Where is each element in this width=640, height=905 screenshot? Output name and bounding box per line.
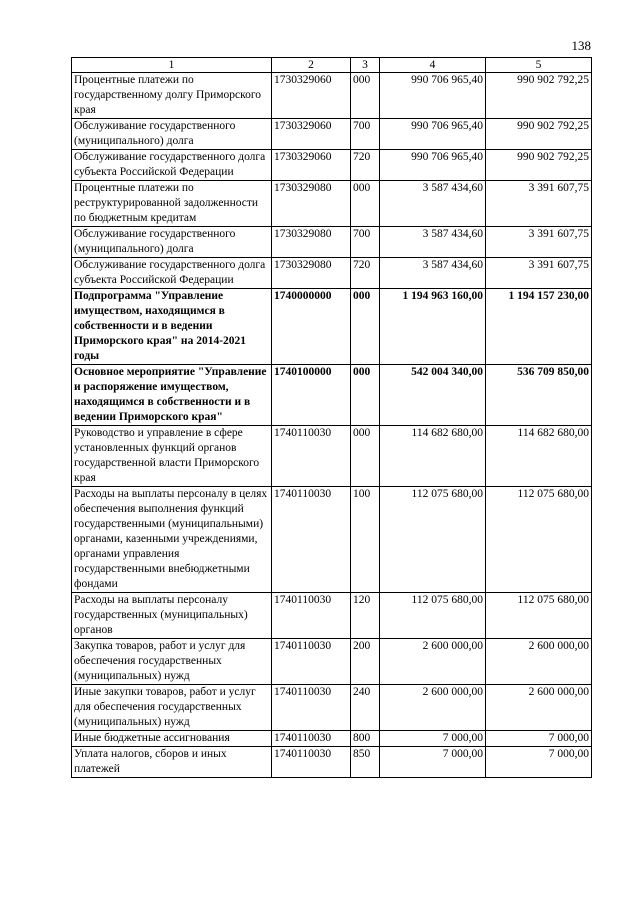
row-amount-col4: 2 600 000,00	[380, 639, 486, 685]
row-code: 1730329060	[272, 119, 351, 150]
table-row	[72, 487, 592, 593]
table-row	[72, 181, 592, 227]
row-amount-col5: 114 682 680,00	[486, 426, 592, 487]
row-amount-col4: 7 000,00	[380, 747, 486, 778]
row-type: 120	[351, 593, 380, 639]
row-amount-col5: 536 709 850,00	[486, 365, 592, 426]
row-type: 700	[351, 119, 380, 150]
row-type: 720	[351, 150, 380, 181]
row-amount-col5: 2 600 000,00	[486, 685, 592, 731]
row-type: 240	[351, 685, 380, 731]
row-code: 1740110030	[272, 639, 351, 685]
row-type: 100	[351, 487, 380, 593]
row-amount-col4: 3 587 434,60	[380, 181, 486, 227]
row-code: 1740000000	[272, 289, 351, 365]
row-name: Основное мероприятие "Управление и распоряжение имуществом, находящимся в собственности и в ведении Приморского края"	[72, 365, 272, 426]
row-amount-col5: 3 391 607,75	[486, 227, 592, 258]
row-type: 800	[351, 731, 380, 747]
row-name: Расходы на выплаты персоналу в целях обеспечения выполнения функций государственными (муниципальными) органами, казенными учреждениями, органами управления государственными внебюджетными фондами	[72, 487, 272, 593]
budget-table	[71, 57, 592, 778]
row-code: 1740110030	[272, 685, 351, 731]
row-name: Процентные платежи по государственному долгу Приморского края	[72, 73, 272, 119]
table-row	[72, 258, 592, 289]
row-type: 200	[351, 639, 380, 685]
row-amount-col4: 1 194 963 160,00	[380, 289, 486, 365]
page-number: 138	[571, 38, 591, 53]
table-row	[72, 731, 592, 747]
row-type: 850	[351, 747, 380, 778]
row-code: 1740100000	[272, 365, 351, 426]
row-code: 1730329080	[272, 258, 351, 289]
row-code: 1730329060	[272, 73, 351, 119]
header-cell: 1	[72, 58, 272, 73]
row-name: Руководство и управление в сфере установленных функций органов государственной власти Приморского края	[72, 426, 272, 487]
row-name: Расходы на выплаты персоналу государственных (муниципальных) органов	[72, 593, 272, 639]
header-cell: 3	[351, 58, 380, 73]
table-row	[72, 73, 592, 119]
row-code: 1740110030	[272, 487, 351, 593]
row-amount-col4: 3 587 434,60	[380, 227, 486, 258]
row-amount-col4: 2 600 000,00	[380, 685, 486, 731]
row-name: Иные бюджетные ассигнования	[72, 731, 272, 747]
row-type: 720	[351, 258, 380, 289]
table-row	[72, 426, 592, 487]
row-amount-col5: 990 902 792,25	[486, 73, 592, 119]
table-row	[72, 365, 592, 426]
row-type: 700	[351, 227, 380, 258]
header-cell: 2	[272, 58, 351, 73]
row-amount-col5: 990 902 792,25	[486, 150, 592, 181]
row-amount-col5: 3 391 607,75	[486, 181, 592, 227]
table-row	[72, 119, 592, 150]
table-row	[72, 747, 592, 778]
row-amount-col5: 2 600 000,00	[486, 639, 592, 685]
row-code: 1740110030	[272, 731, 351, 747]
row-code: 1730329060	[272, 150, 351, 181]
table-row	[72, 639, 592, 685]
row-amount-col4: 990 706 965,40	[380, 73, 486, 119]
row-amount-col4: 114 682 680,00	[380, 426, 486, 487]
row-amount-col5: 7 000,00	[486, 731, 592, 747]
row-type: 000	[351, 181, 380, 227]
row-name: Иные закупки товаров, работ и услуг для обеспечения государственных (муниципальных) нужд	[72, 685, 272, 731]
row-type: 000	[351, 365, 380, 426]
row-code: 1740110030	[272, 426, 351, 487]
row-amount-col4: 990 706 965,40	[380, 150, 486, 181]
row-amount-col4: 990 706 965,40	[380, 119, 486, 150]
row-name: Подпрограмма "Управление имуществом, находящимся в собственности и в ведении Приморского края" на 2014-2021 годы	[72, 289, 272, 365]
row-amount-col4: 3 587 434,60	[380, 258, 486, 289]
row-type: 000	[351, 73, 380, 119]
row-code: 1730329080	[272, 181, 351, 227]
row-type: 000	[351, 426, 380, 487]
row-amount-col4: 112 075 680,00	[380, 593, 486, 639]
row-code: 1740110030	[272, 747, 351, 778]
header-row	[72, 58, 592, 73]
row-amount-col5: 3 391 607,75	[486, 258, 592, 289]
row-amount-col4: 542 004 340,00	[380, 365, 486, 426]
row-type: 000	[351, 289, 380, 365]
row-name: Закупка товаров, работ и услуг для обеспечения государственных (муниципальных) нужд	[72, 639, 272, 685]
row-code: 1730329080	[272, 227, 351, 258]
row-code: 1740110030	[272, 593, 351, 639]
row-name: Обслуживание государственного долга субъекта Российской Федерации	[72, 150, 272, 181]
row-name: Обслуживание государственного долга субъекта Российской Федерации	[72, 258, 272, 289]
table-row	[72, 593, 592, 639]
header-cell: 4	[380, 58, 486, 73]
row-amount-col5: 7 000,00	[486, 747, 592, 778]
row-amount-col4: 112 075 680,00	[380, 487, 486, 593]
table-row	[72, 289, 592, 365]
row-amount-col4: 7 000,00	[380, 731, 486, 747]
table-row	[72, 685, 592, 731]
row-name: Обслуживание государственного (муниципального) долга	[72, 119, 272, 150]
row-amount-col5: 1 194 157 230,00	[486, 289, 592, 365]
table-row	[72, 227, 592, 258]
row-amount-col5: 990 902 792,25	[486, 119, 592, 150]
row-amount-col5: 112 075 680,00	[486, 487, 592, 593]
row-name: Процентные платежи по реструктурированной задолженности по бюджетным кредитам	[72, 181, 272, 227]
row-name: Обслуживание государственного (муниципального) долга	[72, 227, 272, 258]
row-amount-col5: 112 075 680,00	[486, 593, 592, 639]
row-name: Уплата налогов, сборов и иных платежей	[72, 747, 272, 778]
table-row	[72, 150, 592, 181]
header-cell: 5	[486, 58, 592, 73]
